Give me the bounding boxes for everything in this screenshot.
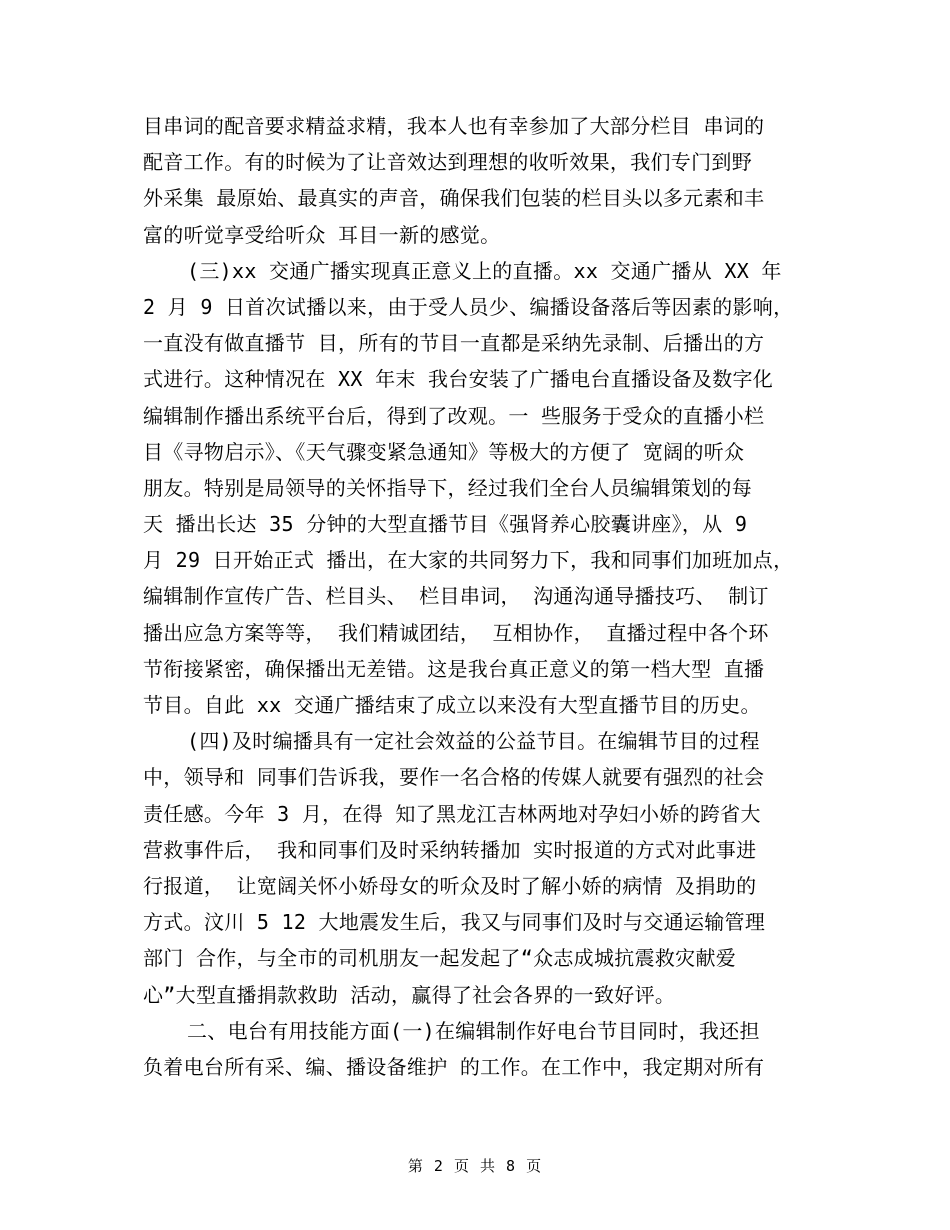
- text-line: (三)xx 交通广播实现真正意义上的直播。xx 交通广播从 XX 年: [187, 258, 782, 283]
- text-line: 行报道， 让宽阔关怀小娇母女的听众及时了解小娇的病情 及捐助的: [143, 873, 757, 898]
- text-line: 目《寻物启示》、《天气骤变紧急通知》等极大的方便了 宽阔的听众: [143, 439, 745, 464]
- text-line: 二、电台有用技能方面(一)在编辑制作好电台节目同时，我还担: [187, 1018, 760, 1043]
- text-line: 方式。汶川 5 12 大地震发生后，我又与同事们及时与交通运输管理: [143, 910, 766, 935]
- text-line: 富的听觉享受给听众 耳目一新的感觉。: [143, 222, 501, 247]
- text-line: 朋友。特别是局领导的关怀指导下，经过我们全台人员编辑策划的每: [143, 475, 752, 500]
- text-line: 负着电台所有采、编、播设备维护 的工作。在工作中，我定期对所有: [143, 1054, 765, 1079]
- text-line: 编辑制作播出系统平台后，得到了改观。一 些服务于受众的直播小栏: [143, 403, 765, 428]
- text-line: 节目。自此 xx 交通广播结束了成立以来没有大型直播节目的历史。: [143, 693, 761, 717]
- text-line: 编辑制作宣传广告、栏目头、 栏目串词， 沟通沟通导播技巧、 制订: [143, 584, 769, 609]
- text-line: 节衔接紧密，确保播出无差错。这是我台真正意义的第一档大型 直播: [143, 656, 765, 681]
- page-footer: 第 2 页 共 8 页: [407, 1157, 543, 1175]
- text-line: 营救事件后， 我和同事们及时采纳转播加 实时报道的方式对此事进: [143, 837, 757, 862]
- document-body: [143, 108, 813, 1085]
- text-line: 中，领导和 同事们告诉我，要作一名合格的传媒人就要有强烈的社会: [143, 765, 765, 790]
- text-line: 播出应急方案等等， 我们精诚团结， 互相协作， 直播过程中各个环: [143, 620, 769, 645]
- text-line: 部门 合作，与全市的司机朋友一起发起了“众志成城抗震救灾献爱: [143, 946, 737, 971]
- text-line: 一直没有做直播节 目，所有的节目一直都是采纳先录制、后播出的方: [143, 331, 765, 356]
- text-line: 配音工作。有的时候为了让音效达到理想的收听效果，我们专门到野: [143, 150, 752, 175]
- text-line: 天 播出长达 35 分钟的大型直播节目《强肾养心胶囊讲座》，从 9: [143, 512, 748, 537]
- text-line: 2 月 9 日首次试播以来，由于受人员少、编播设备落后等因素的影响，: [143, 294, 794, 319]
- text-line: 责任感。今年 3 月，在得 知了黑龙江吉林两地对孕妇小娇的跨省大: [143, 801, 761, 826]
- text-line: 心”大型直播捐款救助 活动，赢得了社会各界的一致好评。: [143, 982, 676, 1007]
- text-line: 目串词的配音要求精益求精，我本人也有幸参加了大部分栏目 串词的: [143, 114, 765, 138]
- text-line: 式进行。这种情况在 XX 年末 我台安装了广播电台直播设备及数字化: [143, 367, 774, 392]
- text-line: (四)及时编播具有一定社会效益的公益节目。在编辑节目的过程: [187, 729, 760, 754]
- text-line: 月 29 日开始正式 播出，在大家的共同努力下，我和同事们加班加点，: [143, 548, 794, 573]
- text-line: 外采集 最原始、最真实的声音，确保我们包装的栏目头以多元素和丰: [143, 186, 765, 211]
